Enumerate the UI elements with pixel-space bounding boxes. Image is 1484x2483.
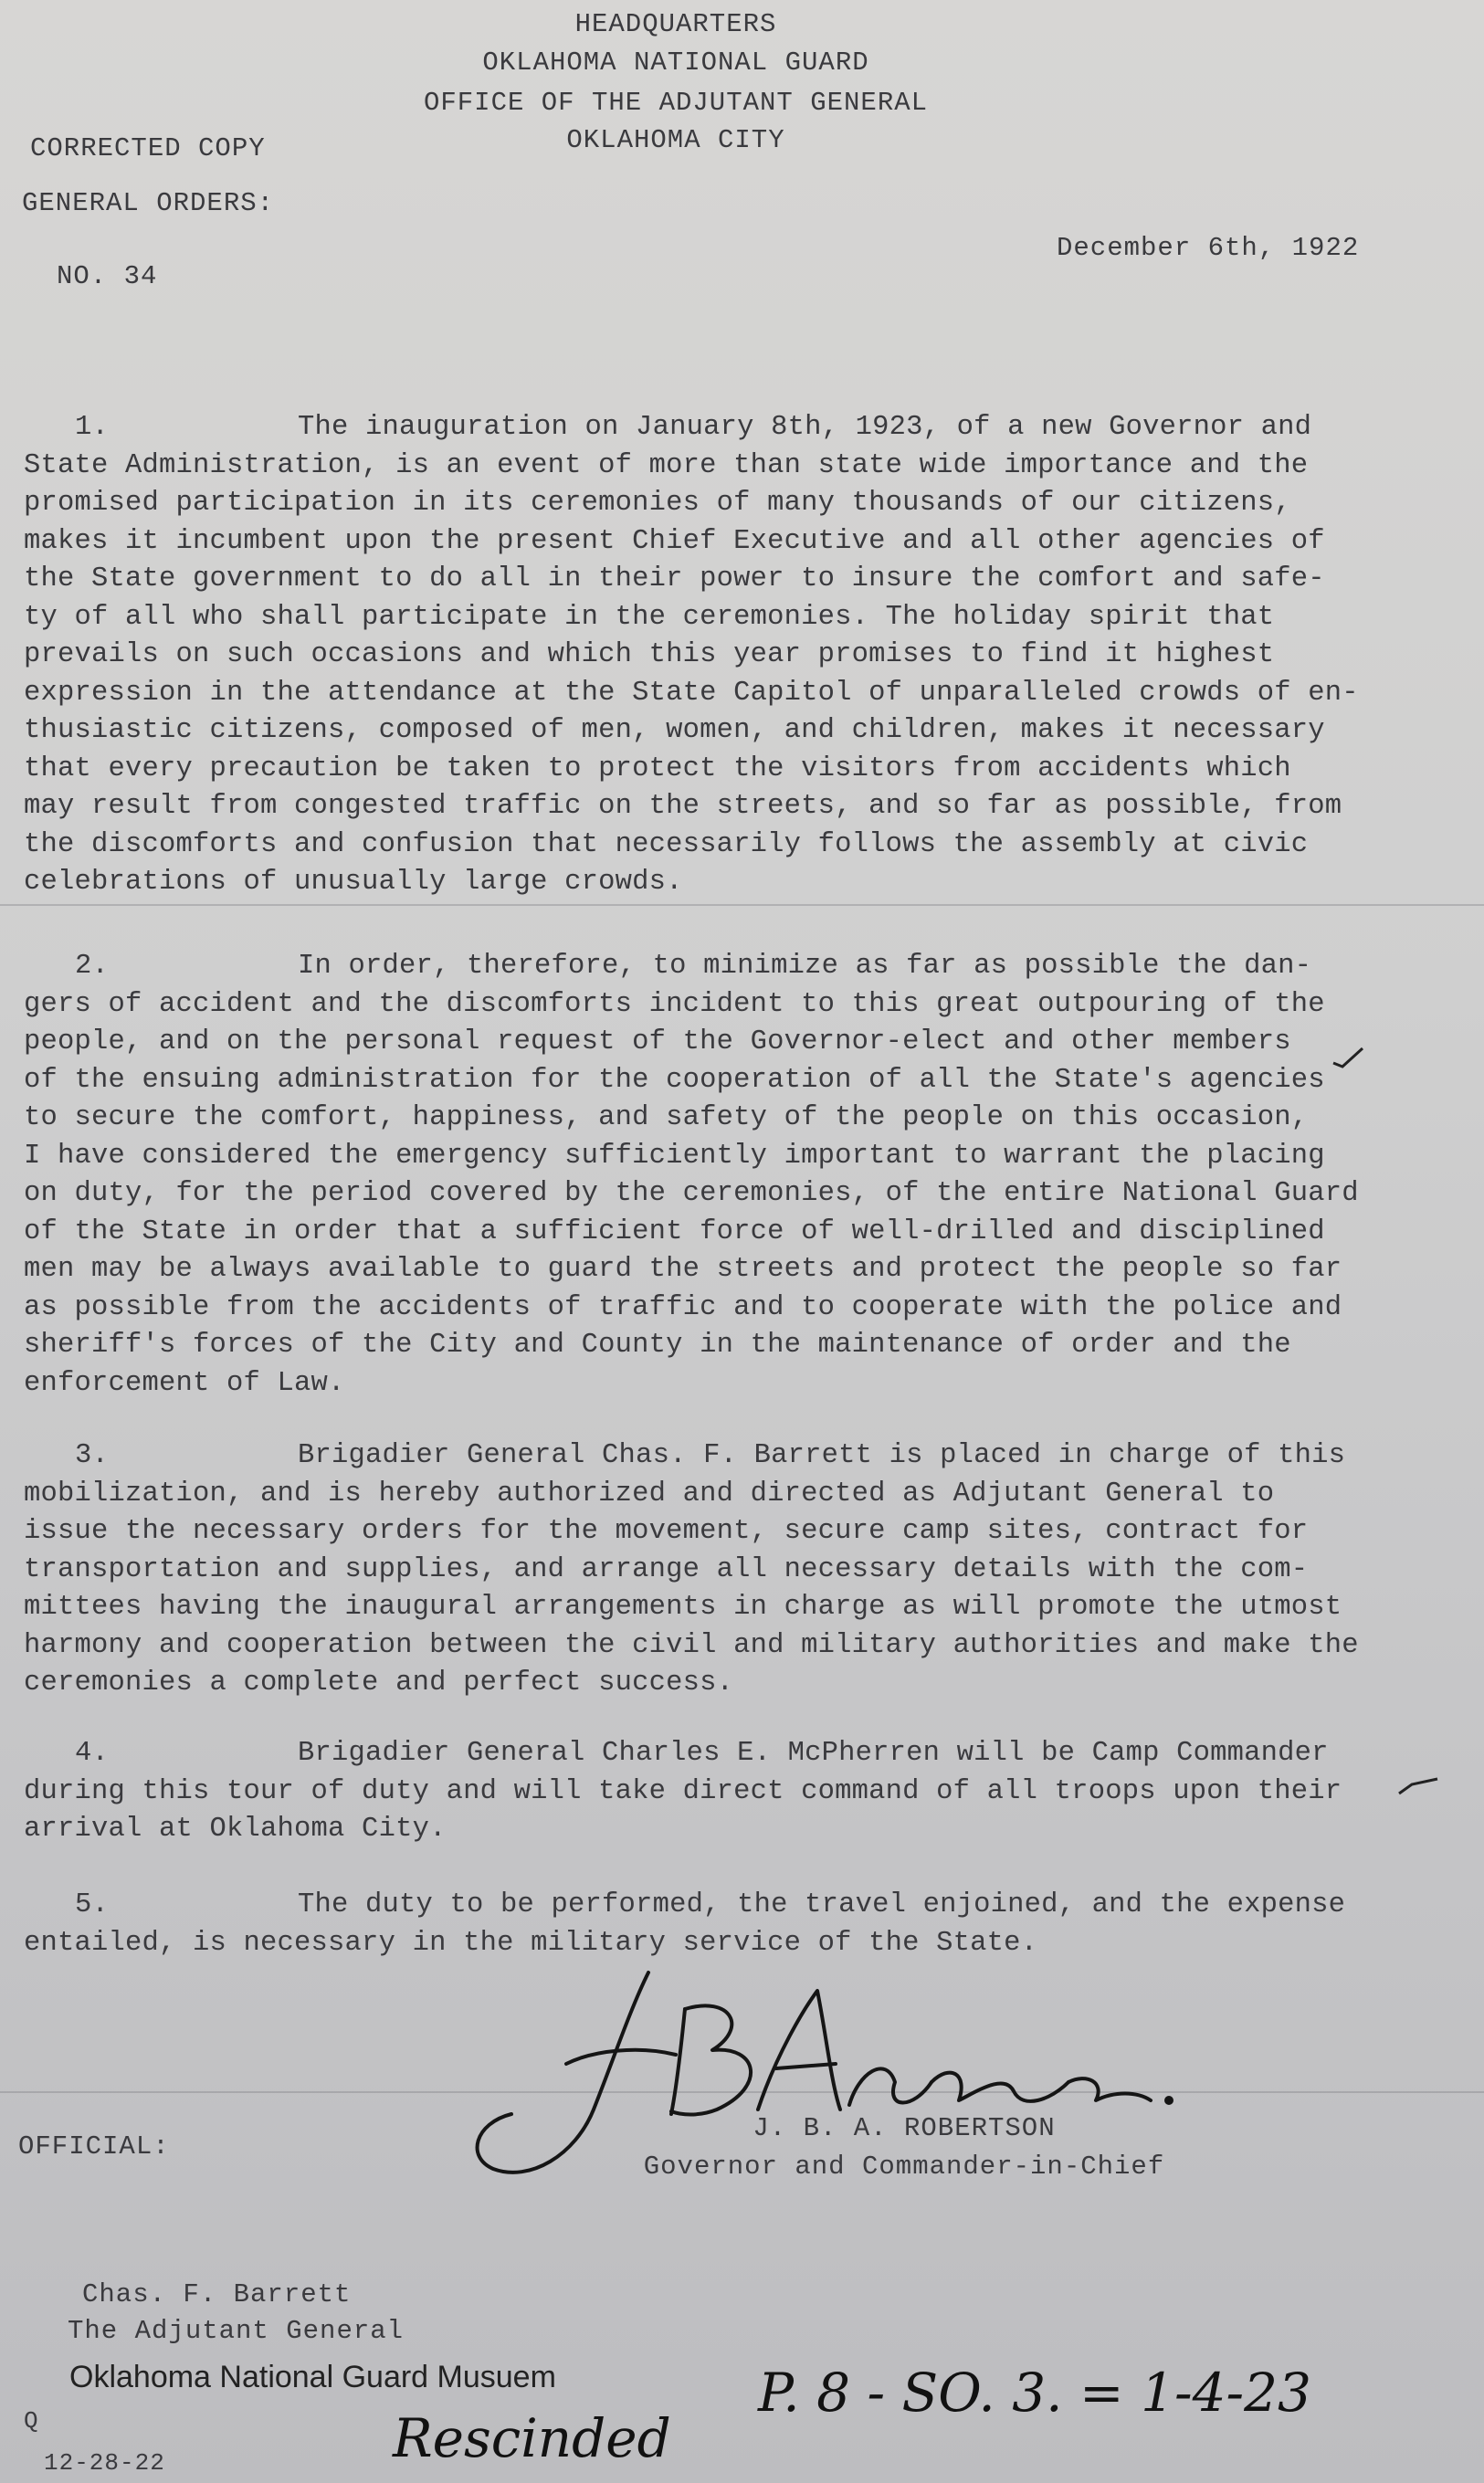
paragraph-number: 4. bbox=[75, 1738, 110, 1769]
paragraph-5 bbox=[24, 1887, 1394, 1962]
official-label: OFFICIAL: bbox=[18, 2131, 170, 2162]
paragraph-number: 5. bbox=[75, 1889, 110, 1920]
letterhead-line-4: OKLAHOMA CITY bbox=[566, 125, 785, 155]
signatory-name: J. B. A. ROBERTSON bbox=[753, 2113, 1056, 2143]
file-date: 12-28-22 bbox=[44, 2449, 165, 2477]
paragraph-text: Brigadier General Charles E. McPherren will be Camp Commander during this tour of duty and will take direct command of all troops upon their arrival at Oklahoma City. bbox=[24, 1738, 1342, 1845]
letterhead-line-2: OKLAHOMA NATIONAL GUARD bbox=[482, 47, 869, 78]
file-mark: Q bbox=[24, 2407, 39, 2435]
paragraph-1 bbox=[24, 409, 1394, 902]
paragraph-4 bbox=[24, 1735, 1394, 1849]
paragraph-text: The inauguration on January 8th, 1923, of a new Governor and State Administration, is an event of more than state wide importance and the promised participation in its ceremonies of many thousands of our citizens, makes it incumbent upon the present Chief Executive and all other agencies of the State government to do all in their power to insure the comfort and safe- ty of all who shall participate in the ceremonies. The holiday spirit that prevails on such occasions and which this year promises to find it highest expression in the attendance at the State Capitol of unparalleled crowds of en- thusiastic citizens, composed of men, women, and children, makes it necessary that every precaution be taken to protect the visitors from accidents which may result from congested traffic on the streets, and so far as possible, from the discomforts and confusion that necessarily follows the assembly at civic celebrations of unusually large crowds. bbox=[24, 412, 1359, 898]
rescinded-annotation: Rescinded bbox=[393, 2407, 671, 2469]
paragraph-2 bbox=[24, 948, 1394, 1403]
attest-name: Chas. F. Barrett bbox=[82, 2279, 352, 2309]
corrected-copy-label: CORRECTED COPY bbox=[30, 133, 266, 163]
fold-line bbox=[0, 904, 1484, 906]
museum-watermark: Oklahoma National Guard Musuem bbox=[69, 2360, 556, 2394]
paragraph-3 bbox=[24, 1437, 1394, 1703]
attest-title: The Adjutant General bbox=[68, 2316, 405, 2346]
general-orders-label: GENERAL ORDERS: bbox=[22, 188, 275, 218]
paragraph-text: Brigadier General Chas. F. Barrett is placed in charge of this mobilization, and is hereby authorized and directed as Adjutant General to issue the necessary orders for the movement, secure camp sites, contract for transportation and supplies, and arrange all necessary details with the com- mittees having the inaugural arrangements in charge as will promote the utmost harmony and cooperation between the civil and military authorities and make the ceremonies a complete and perfect success. bbox=[24, 1440, 1359, 1699]
reference-annotation: P. 8 - SO. 3. = 1-4-23 bbox=[758, 2362, 1311, 2424]
check-mark-icon bbox=[1395, 1772, 1441, 1799]
paragraph-text: In order, therefore, to minimize as far as possible the dan- gers of accident and the discomforts incident to this great outpouring of the people, and on the personal request of the Governor-elect and other members of the ensuing administration for the cooperation of all the State's agencies to secure the comfort, happiness, and safety of the people on this occasion, I have considered the emergency sufficiently important to warrant the placing on duty, for the period covered by the ceremonies, of the entire National Guard of the State in order that a sufficient force of well-drilled and disciplined men may be always available to guard the streets and protect the people so far as possible from the accidents of traffic and to cooperate with the police and sheriff's forces of the City and County in the maintenance of order and the enforcement of Law. bbox=[24, 951, 1359, 1399]
paragraph-text: The duty to be performed, the travel enjoined, and the expense entailed, is necessary in the military service of the State. bbox=[24, 1889, 1346, 1959]
check-mark-icon bbox=[1330, 1043, 1366, 1070]
paragraph-number: 3. bbox=[75, 1440, 110, 1471]
signatory-title: Governor and Commander-in-Chief bbox=[643, 2152, 1165, 2182]
letterhead-line-1: HEADQUARTERS bbox=[574, 9, 777, 39]
order-number: NO. 34 bbox=[57, 261, 158, 291]
letterhead-line-3: OFFICE OF THE ADJUTANT GENERAL bbox=[423, 88, 929, 118]
paragraph-number: 2. bbox=[75, 951, 110, 982]
order-date: December 6th, 1922 bbox=[1057, 233, 1360, 263]
paragraph-number: 1. bbox=[75, 412, 110, 443]
